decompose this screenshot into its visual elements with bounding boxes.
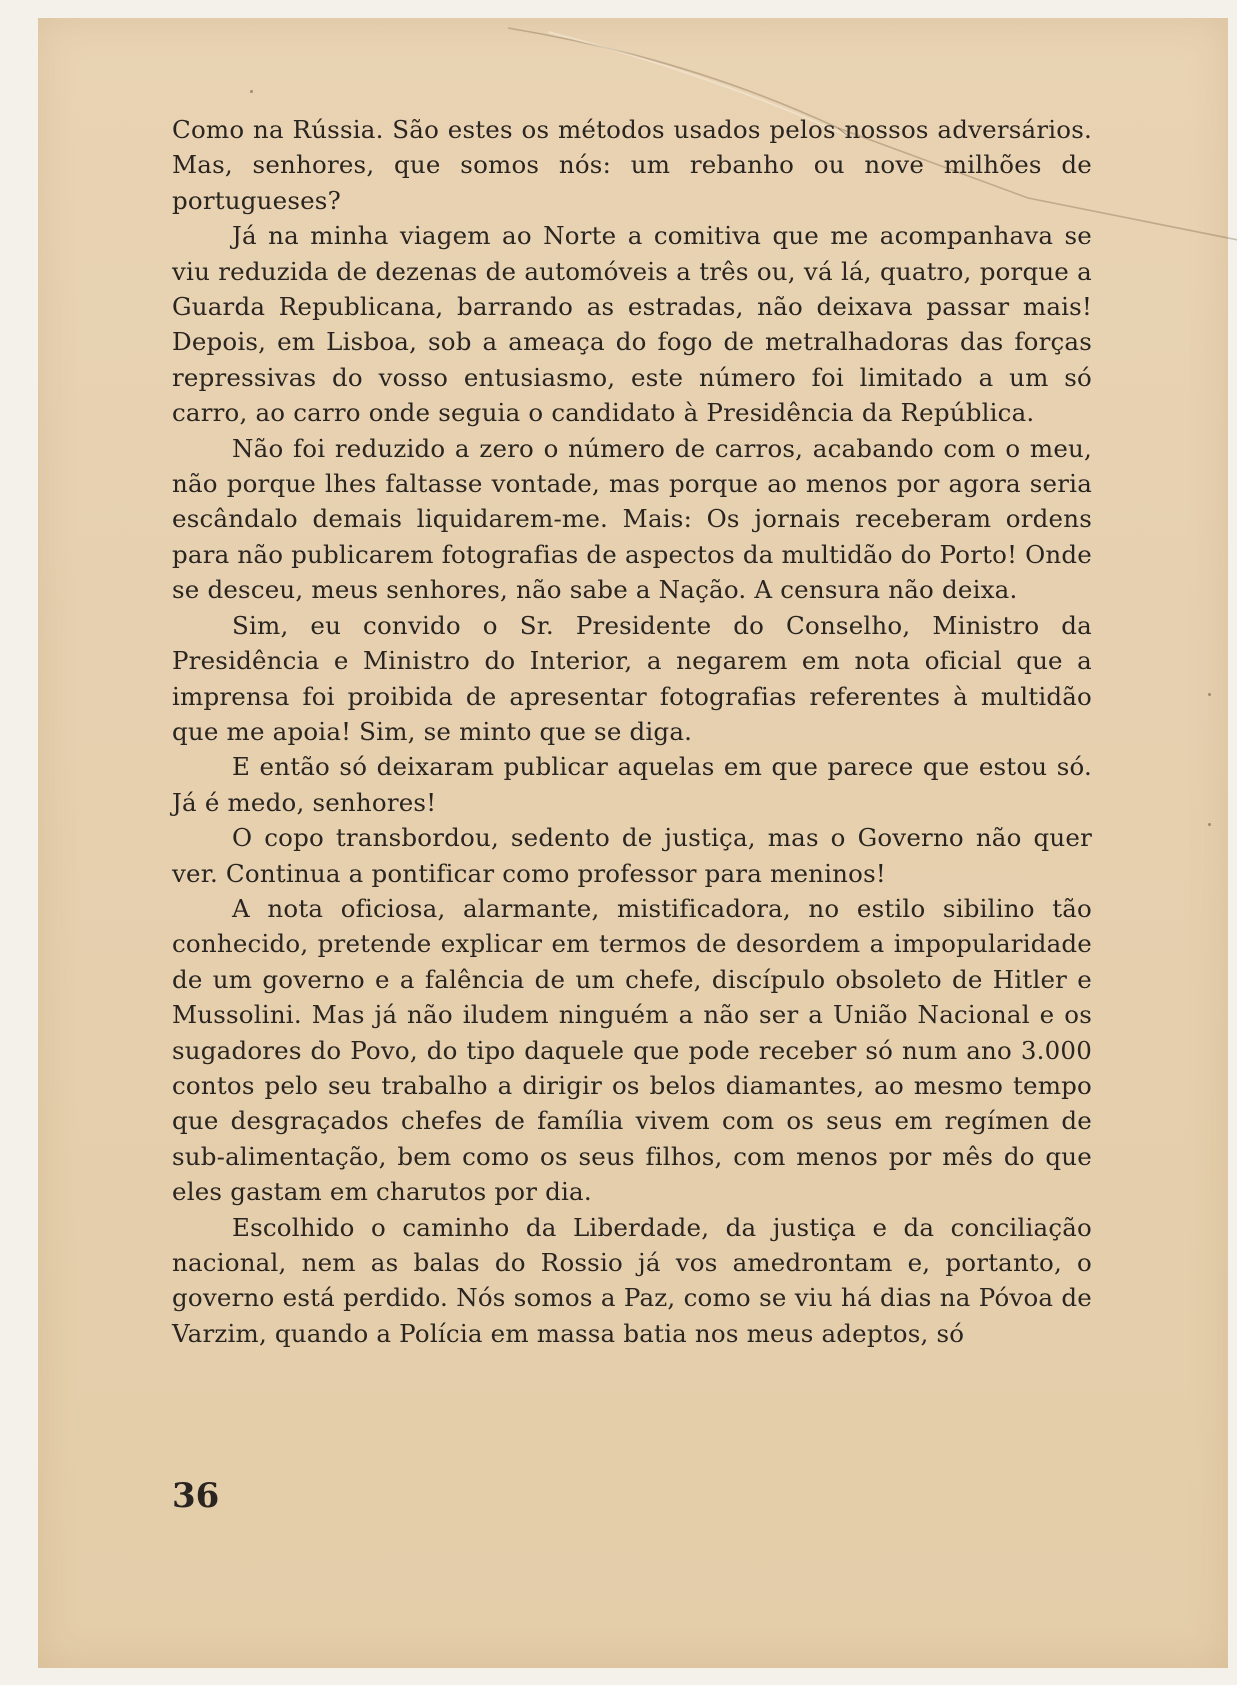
paper-speck (1208, 823, 1211, 826)
body-text (172, 112, 1092, 1351)
page-number: 36 (172, 1476, 220, 1516)
paragraph-6: O copo transbordou, sedento de justiça, mas o Governo não quer ver. Continua a pontificar como professor para meninos! (172, 823, 1092, 888)
paragraph-8: Escolhido o caminho da Liberdade, da justiça e da conciliação nacional, nem as balas do Rossio já vos amedrontam e, portanto, o governo está perdido. Nós somos a Paz, como se viu há dias na Póvoa de Varzim, quando a Polícia em massa batia nos meus adeptos, só (172, 1212, 1092, 1348)
paragraph-4: Sim, eu convido o Sr. Presidente do Conselho, Ministro da Presidência e Ministro do Interior, a negarem em nota oficial que a imprensa foi proibida de apresentar fotografias referentes à multidão que me apoia! Sim, se minto que se diga. (172, 610, 1092, 746)
paragraph-2: Já na minha viagem ao Norte a comitiva que me acompanhava se viu reduzida de dezenas de automóveis a três ou, vá lá, quatro, porque a Guarda Republicana, barrando as estradas, não deixava passar mais! Depois, em Lisboa, sob a ameaça do fogo de metralhadoras das forças repressivas do vosso entusiasmo, este número foi limitado a um só carro, ao carro onde seguia o candidato à Presidência da República. (172, 221, 1092, 428)
paper-speck (250, 90, 253, 93)
scanned-page (38, 18, 1228, 1668)
paragraph-7: A nota oficiosa, alarmante, mistificadora, no estilo sibilino tão conhecido, pretende explicar em termos de desordem a impopularidade de um governo e a falência de um chefe, discípulo obsoleto de Hitler e Mussolini. Mas já não iludem ninguém a não ser a União Nacional e os sugadores do Povo, do tipo daquele que pode receber só num ano 3.000 contos pelo seu trabalho a dirigir os belos diamantes, ao mesmo tempo que desgraçados chefes de família vivem com os seus em regímen de sub-alimentação, bem como os seus filhos, com menos por mês do que eles gastam em charutos por dia. (172, 893, 1092, 1207)
paragraph-5: E então só deixaram publicar aquelas em que parece que estou só. Já é medo, senhores! (172, 752, 1092, 817)
paragraph-1: Como na Rússia. São estes os métodos usados pelos nossos adversários. Mas, senhores, que somos nós: um rebanho ou nove milhões de portugueses? (172, 115, 1092, 215)
paper-speck (1208, 693, 1211, 696)
paragraph-3: Não foi reduzido a zero o número de carros, acabando com o meu, não porque lhes faltasse vontade, mas porque ao menos por agora seria escândalo demais liquidarem-me. Mais: Os jornais receberam ordens para não publicarem fotografias de aspectos da multidão do Porto! Onde se desceu, meus senhores, não sabe a Nação. A censura não deixa. (172, 433, 1092, 605)
